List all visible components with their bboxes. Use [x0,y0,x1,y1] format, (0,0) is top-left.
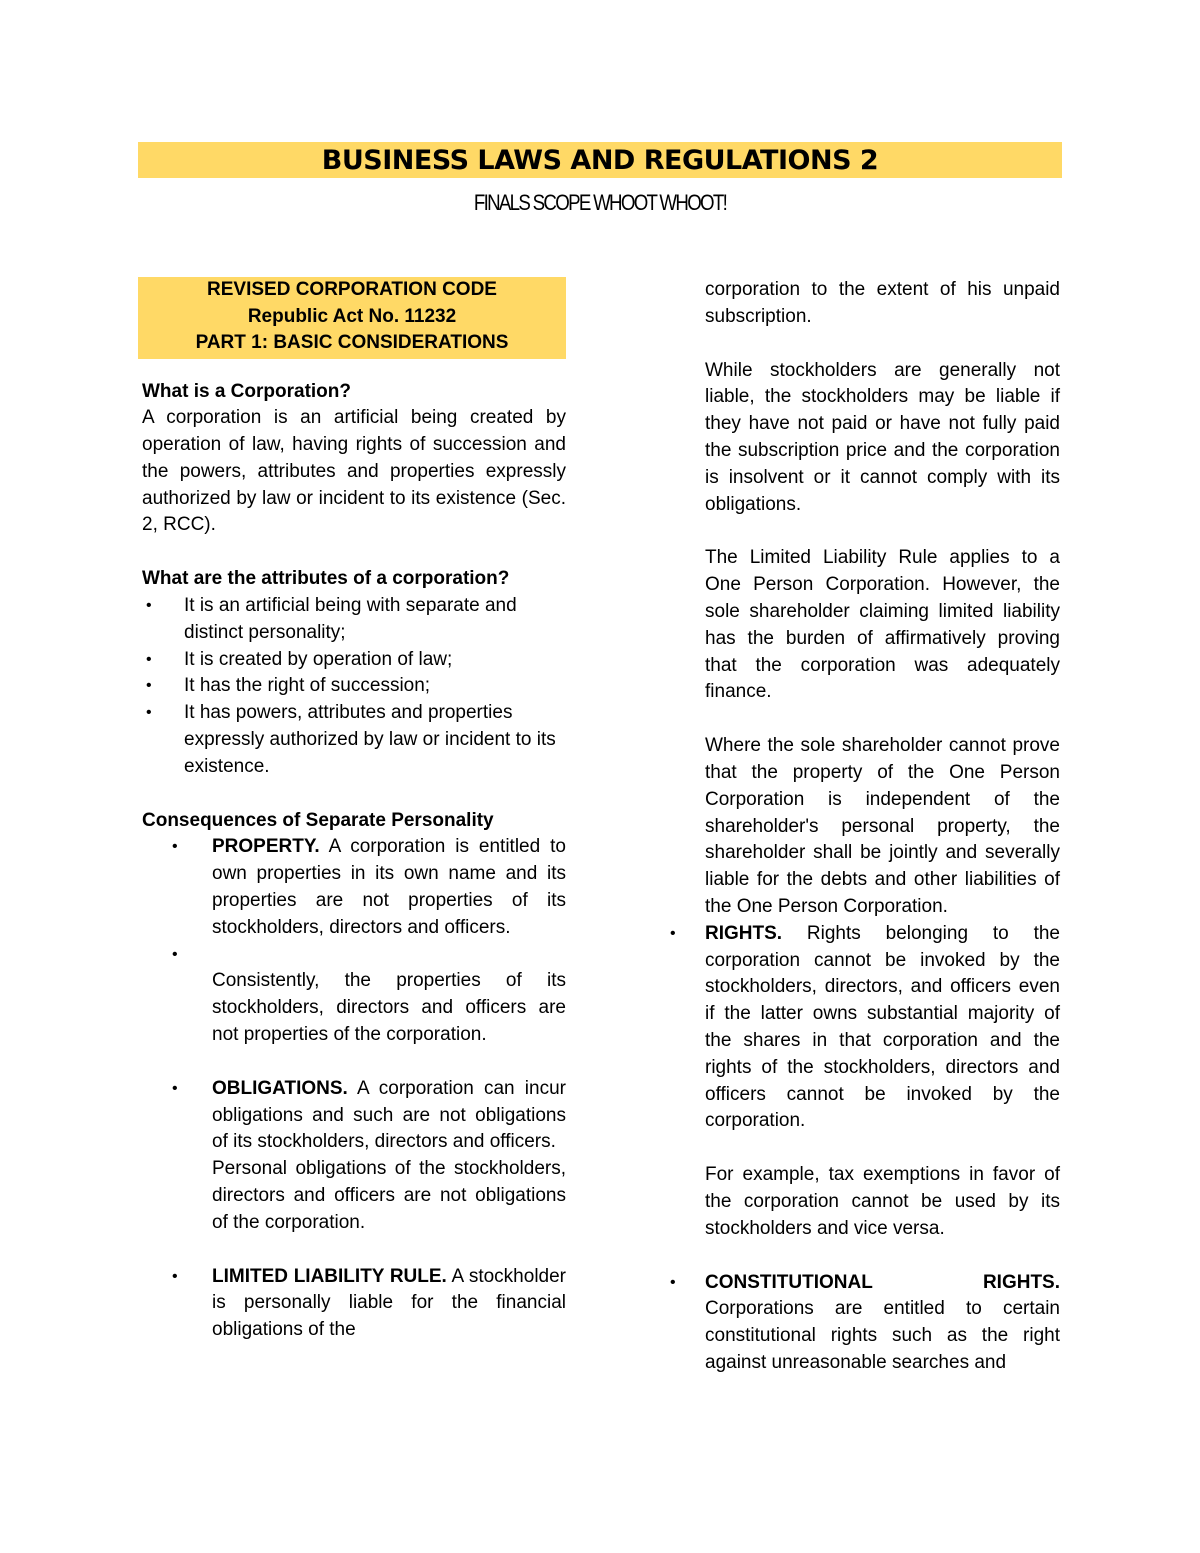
paragraph-opc-property: Where the sole shareholder cannot prove that the property of the One Person Corporation is independent of the shareholder's personal property, the shareholder shall be jointly and severally liable for the debts and other liabilities of the One Person Corporation. [705,735,1060,917]
consequences-list [142,834,566,968]
section-heading-line2: Republic Act No. 11232 [247,305,457,327]
list-item-empty [142,942,566,969]
list-item: • It has the right of succession; [142,673,566,700]
paragraph-opc-rule: The Limited Liability Rule applies to a One Person Corporation. However, the sole shareholder claiming limited liability has the burden of affirmatively proving that the corporation was adequately finance. [705,547,1060,703]
attributes-list [142,593,566,781]
document-subtitle: FINALS SCOPE WHOOT WHOOT! [473,190,727,215]
paragraph-stockholder-liability: While stockholders are generally not liable, the stockholders may be liable if they have not paid or have not fully paid the subscription price and the corporation is insolvent or it cannot comply with its obligations. [705,359,1060,515]
list-item-constitutional [705,1270,1060,1377]
list-item-limited-liability [142,1264,566,1344]
section-heading-line1: REVISED CORPORATION CODE [207,279,497,300]
consequences-list-2 [142,1076,566,1156]
right-column [705,277,1060,1377]
liability-lead: LIMITED LIABILITY RULE. [212,1265,447,1287]
property-continuation: Consistently, the properties of its stockholders, directors and officers are not properties of the corporation. [212,970,566,1046]
obligations-lead: OBLIGATIONS. [212,1077,348,1099]
list-item: • It is created by operation of law; [142,647,566,674]
list-item: • It has powers, attributes and properties expressly authorized by law or incident to its existence. [142,700,566,780]
rights-list [705,921,1060,1135]
constitutional-list [705,1270,1060,1377]
title-banner [138,142,1062,178]
section-heading-line3: PART 1: BASIC CONSIDERATIONS [195,332,509,353]
list-item-property [142,834,566,941]
list-item-obligations [142,1076,566,1156]
section-heading-box [138,277,566,359]
liability-text: A stockholder is personally liable for the financial obligations of the [212,1265,566,1341]
paragraph-unpaid-subscription: corporation to the extent of his unpaid subscription. [705,279,1060,327]
property-lead: PROPERTY. [212,836,320,858]
heading-consequences: Consequences of Separate Personality [142,809,494,831]
obligations-continuation: Personal obligations of the stockholders, directors and officers are not obligations of the corporation. [212,1158,566,1233]
consequences-list-3 [142,1264,566,1344]
answer-what-is-corporation: A corporation is an artificial being created by operation of law, having rights of succession and the powers, attributes and properties expressly authorized by law or incident to its existence (Sec. 2, RCC). [142,407,566,536]
list-item-rights [705,921,1060,1135]
rights-lead: RIGHTS. [705,922,783,944]
list-item: • It is an artificial being with separate and distinct personality; [142,593,566,647]
left-column [142,277,566,1344]
question-what-is-corporation: What is a Corporation? [142,380,351,402]
rights-text: Rights belonging to the corporation cannot be invoked by the stockholders, directors, and officers even if the latter owns substantial majority of the shares in that corporation and the rights of the stockholders, directors and officers cannot be invoked by the corporation. [705,922,1060,1132]
const-lead: CONSTITUTIONAL RIGHTS. [705,1271,1060,1293]
document-title: BUSINESS LAWS AND REGULATIONS 2 [321,144,879,176]
property-text: A corporation is entitled to own properties in its own name and its properties are not properties of its stockholders, directors and officers. [212,836,566,938]
const-text: Corporations are entitled to certain constitutional rights such as the right against unreasonable searches and [705,1298,1060,1373]
obligations-text: A corporation can incur obligations and such are not obligations of its stockholders, directors and officers. [212,1077,566,1153]
paragraph-tax-example: For example, tax exemptions in favor of the corporation cannot be used by its stockholders and vice versa. [705,1164,1060,1239]
question-attributes: What are the attributes of a corporation? [142,568,510,590]
